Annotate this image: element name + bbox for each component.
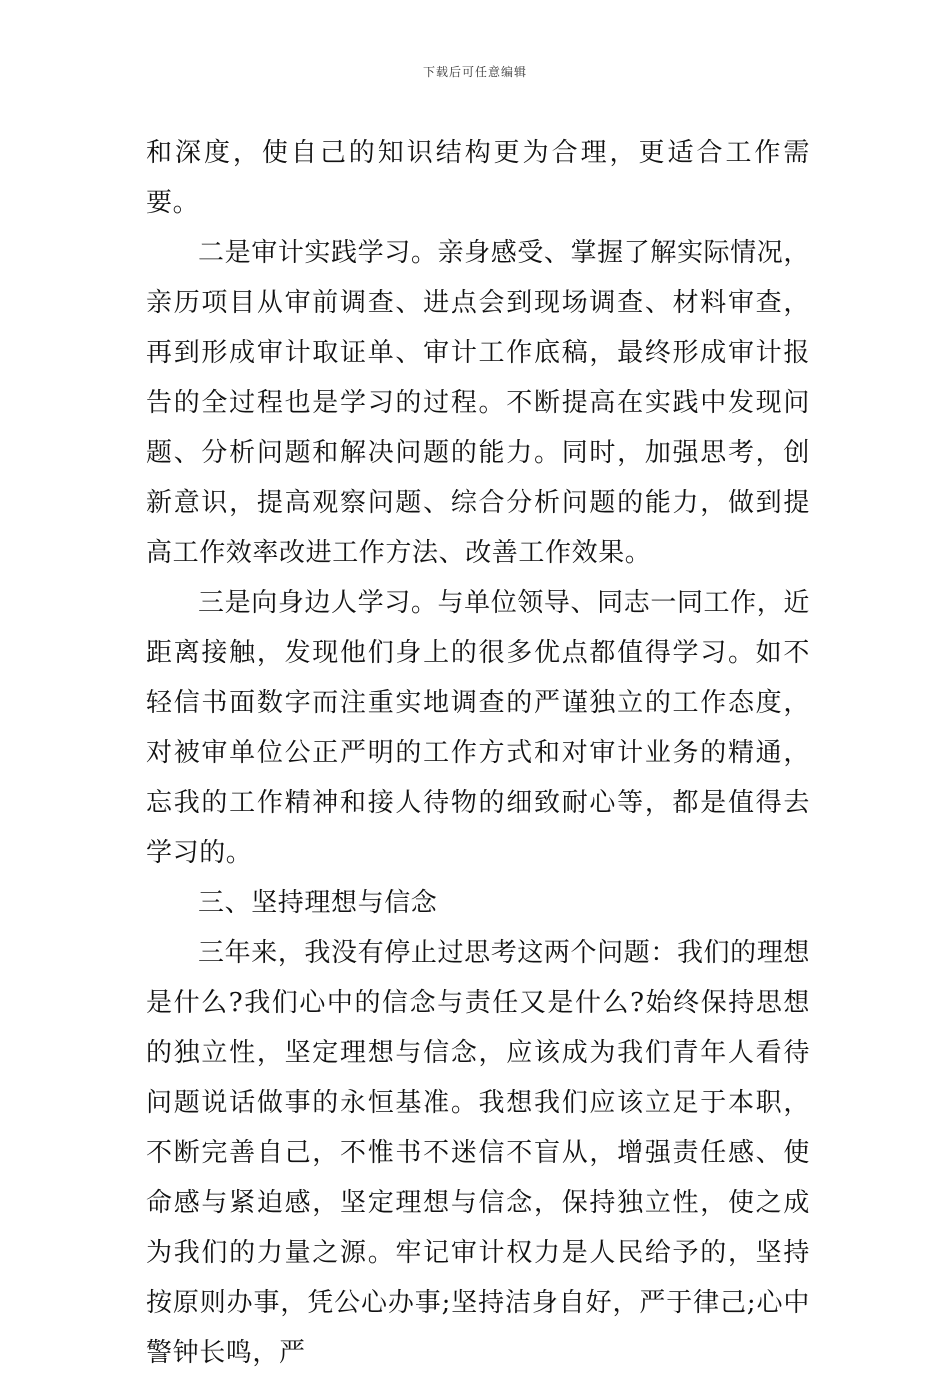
section-heading-ideals: 三、坚持理想与信念 — [198, 888, 438, 918]
document-body — [146, 128, 810, 1378]
page-header-note: 下载后可任意编辑 — [422, 65, 527, 79]
paragraph-learn-from-colleagues: 三是向身边人学习。与单位领导、同志一同工作，近距离接触，发现他们身上的很多优点都值得学习。如不轻信书面数字而注重实地调查的严谨独立的工作态度，对被审单位公正严明的工作方式和对审计业务的精通，忘我的工作精神和接人待物的细致耐心等，都是值得去学习的。 — [146, 588, 810, 868]
paragraph-continuation: 和深度，使自己的知识结构更为合理，更适合工作需要。 — [146, 138, 810, 218]
paragraph-audit-practice: 二是审计实践学习。亲身感受、掌握了解实际情况，亲历项目从审前调查、进点会到现场调查、材料审查，再到形成审计取证单、审计工作底稿，最终形成审计报告的全过程也是学习的过程。不断提高在实践中发现问题、分析问题和解决问题的能力。同时，加强思考，创新意识，提高观察问题、综合分析问题的能力，做到提高工作效率改进工作方法、改善工作效果。 — [146, 238, 810, 568]
paragraph-ideals-beliefs: 三年来，我没有停止过思考这两个问题：我们的理想是什么?我们心中的信念与责任又是什么?始终保持思想的独立性，坚定理想与信念，应该成为我们青年人看待问题说话做事的永恒基准。我想我们应该立足于本职，不断完善自己，不惟书不迷信不盲从，增强责任感、使命感与紧迫感，坚定理想与信念，保持独立性，使之成为我们的力量之源。牢记审计权力是人民给予的，坚持按原则办事，凭公心办事;坚持洁身自好，严于律己;心中警钟长鸣，严 — [146, 938, 810, 1368]
